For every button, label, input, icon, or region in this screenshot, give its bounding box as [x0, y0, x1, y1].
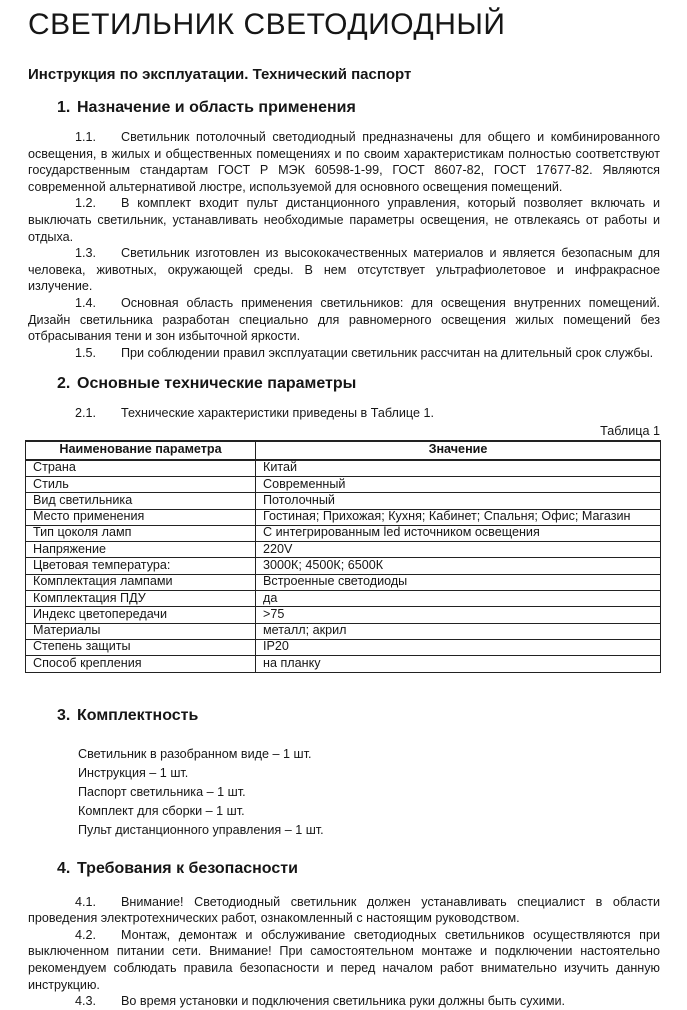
table-header-value: Значение	[256, 441, 661, 460]
paragraph-1-2	[28, 195, 660, 245]
param-value: на планку	[256, 656, 661, 672]
paragraph-4-2	[28, 927, 660, 993]
param-value: Современный	[256, 477, 661, 493]
section-4-heading	[28, 860, 660, 878]
paragraph-1-2-text: В комплект входит пульт дистанционного управления, который позволяет включать и выключать светильник, устанавливать необходимые параметры освещения, не отвлекаясь от работы и отдыха.	[28, 196, 660, 244]
paragraph-2-1-number: 2.1.	[75, 406, 97, 421]
paragraph-1-4-text: Основная область применения светильников: для освещения внутренних помещений. Дизайн светильника разработан специально для равномерного освещения жилых помещений без отбрасывания тени и зон избыточной яркости.	[28, 295, 660, 344]
document-subtitle: Инструкция по эксплуатации. Технический паспорт	[28, 66, 412, 83]
param-name: Цветовая температура:	[26, 558, 256, 574]
param-name: Индекс цветопередачи	[26, 607, 256, 623]
paragraph-1-3-number: 1.3.	[75, 246, 97, 261]
paragraph-4-3-number: 4.3.	[75, 994, 97, 1009]
paragraph-4-3-text: Во время установки и подключения светильника руки должны быть сухими.	[121, 994, 566, 1009]
list-item: Светильник в разобранном виде – 1 шт.	[78, 746, 312, 761]
param-value: Гостиная; Прихожая; Кухня; Кабинет; Спальня; Офис; Магазин	[256, 509, 661, 525]
section-1-number: 1.	[57, 99, 71, 116]
param-name: Страна	[26, 460, 256, 477]
param-name: Напряжение	[26, 542, 256, 558]
section-1-title: Назначение и область применения	[77, 99, 356, 116]
param-value: Китай	[256, 460, 661, 477]
param-name: Материалы	[26, 623, 256, 639]
param-value: Потолочный	[256, 493, 661, 509]
paragraph-4-1-number: 4.1.	[75, 894, 97, 909]
param-name: Вид светильника	[26, 493, 256, 509]
paragraph-1-1-number: 1.1.	[75, 130, 97, 144]
table-row	[26, 656, 661, 672]
param-value: >75	[256, 607, 661, 623]
table-row	[26, 493, 661, 509]
paragraph-4-2-number: 4.2.	[75, 927, 97, 942]
section-4-body	[28, 894, 660, 1010]
list-item: Паспорт светильника – 1 шт.	[78, 784, 246, 799]
list-item: Инструкция – 1 шт.	[78, 765, 189, 780]
paragraph-1-5-number: 1.5.	[75, 345, 97, 360]
table-row	[26, 639, 661, 655]
list-item: Комплект для сборки – 1 шт.	[78, 803, 245, 818]
paragraph-1-1-text: Светильник потолочный светодиодный предназначены для общего и комбинированного освещения, в жилых и общественных помещениях и по своим характеристикам полностью соответствуют государственным стандартам ГОСТ Р МЭК 60598-1-99, ГОСТ 8607-82, ГОСТ 17677-82. Являются современной альтернативой люстре, используемой для основного освещения помещений.	[28, 130, 660, 194]
paragraph-1-4-number: 1.4.	[75, 295, 97, 310]
paragraph-1-5-text: При соблюдении правил эксплуатации светильник рассчитан на длительный срок службы.	[121, 345, 654, 360]
technical-parameters-table	[25, 440, 661, 673]
param-name: Комплектация ПДУ	[26, 591, 256, 607]
param-name: Тип цоколя ламп	[26, 525, 256, 541]
table-row	[26, 542, 661, 558]
param-value: 220V	[256, 542, 661, 558]
section-3-heading	[28, 707, 660, 725]
param-name: Комплектация лампами	[26, 574, 256, 590]
section-2-title: Основные технические параметры	[77, 375, 357, 393]
table-row	[26, 509, 661, 525]
param-name: Стиль	[26, 477, 256, 493]
table-row	[26, 607, 661, 623]
paragraph-1-4	[28, 295, 660, 345]
param-value: С интегрированным led источником освещения	[256, 525, 661, 541]
param-value: металл; акрил	[256, 623, 661, 639]
list-item: Пульт дистанционного управления – 1 шт.	[78, 822, 324, 837]
param-name: Место применения	[26, 509, 256, 525]
paragraph-1-5	[28, 345, 660, 362]
paragraph-4-2-text: Монтаж, демонтаж и обслуживание светодиодных светильников осуществляются при выключенном питании сети. Внимание! При самостоятельном монтаже и подключении настоятельно рекомендуем соблюдать правила безопасности и перед началом работ внимательно изучить данную инструкцию.	[28, 927, 660, 992]
table-row	[26, 558, 661, 574]
table-header-row	[26, 441, 661, 460]
paragraph-2-1	[28, 405, 660, 422]
paragraph-1-3-text: Светильник изготовлен из высококачественных материалов и является безопасным для человека, животных, окружающей среды. В нем отсутствует ультрафиолетовое и инфракрасное излучение.	[28, 246, 660, 294]
document-title: СВЕТИЛЬНИК СВЕТОДИОДНЫЙ	[28, 8, 506, 41]
section-3-number: 3.	[57, 706, 71, 724]
paragraph-1-1	[28, 129, 660, 195]
param-name: Способ крепления	[26, 656, 256, 672]
table-row	[26, 477, 661, 493]
section-4-title: Требования к безопасности	[77, 859, 298, 877]
paragraph-4-1-text: Внимание! Светодиодный светильник должен устанавливать специалист в области проведения электротехнических работ, ознакомленный с настоящим руководством.	[28, 894, 660, 926]
paragraph-1-2-number: 1.2.	[75, 196, 97, 211]
param-value: 3000К; 4500К; 6500К	[256, 558, 661, 574]
table-header-parameter: Наименование параметра	[26, 441, 256, 460]
paragraph-4-3	[28, 993, 660, 1010]
section-2-heading	[28, 375, 660, 393]
table-row	[26, 591, 661, 607]
param-value: да	[256, 591, 661, 607]
param-value: Встроенные светодиоды	[256, 574, 661, 590]
paragraph-2-1-text: Технические характеристики приведены в Таблице 1.	[121, 406, 434, 421]
paragraph-4-1	[28, 894, 660, 927]
section-2-number: 2.	[57, 375, 71, 393]
param-value: IP20	[256, 639, 661, 655]
paragraph-1-3	[28, 245, 660, 295]
table-row	[26, 623, 661, 639]
table-row	[26, 460, 661, 477]
section-4-number: 4.	[57, 859, 71, 877]
table-row	[26, 525, 661, 541]
table-row	[26, 574, 661, 590]
package-contents-list	[78, 745, 660, 840]
section-1-heading	[28, 99, 660, 117]
table-caption: Таблица 1	[600, 423, 660, 438]
section-3-title: Комплектность	[77, 706, 199, 724]
param-name: Степень защиты	[26, 639, 256, 655]
